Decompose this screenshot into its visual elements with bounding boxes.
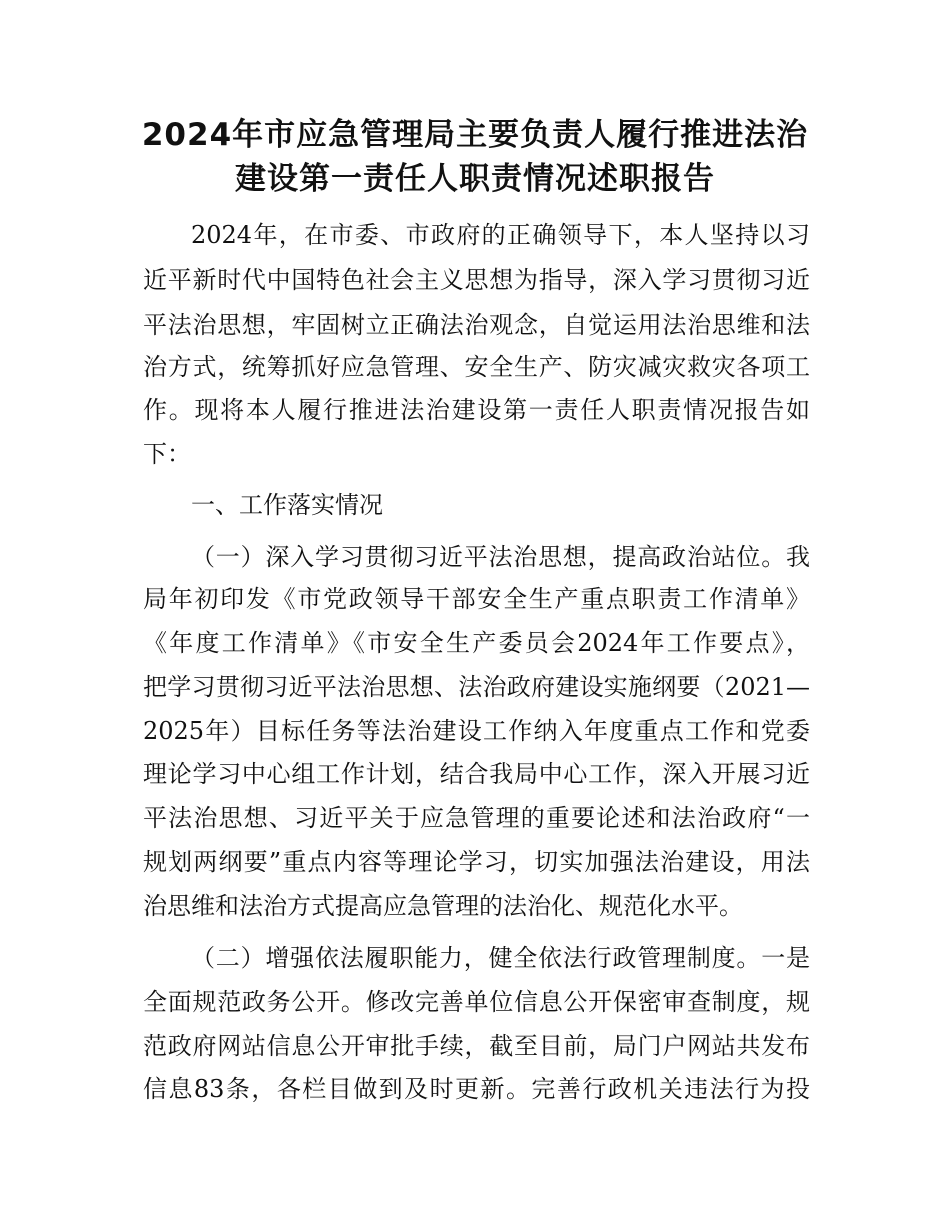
paragraph-line: 作。现将本人履行推进法治建设第一责任人职责情况报告如 <box>143 396 810 424</box>
paragraph-line: 治方式，统筹抓好应急管理、安全生产、防灾减灾救灾各项工 <box>143 353 810 381</box>
paragraph-line: 平法治思想，牢固树立正确法治观念，自觉运用法治思维和法 <box>143 311 810 339</box>
section-heading: 一、工作落实情况 <box>191 491 383 519</box>
paragraph-line: 《年度工作清单》《市安全生产委员会2024年工作要点》， <box>143 629 810 657</box>
paragraph-line: 治思维和法治方式提高应急管理的法治化、规范化水平。 <box>143 892 743 920</box>
document-title-line-2: 建设第一责任人职责情况述职报告 <box>235 161 715 197</box>
paragraph-line: 理论学习中心组工作计划，结合我局中心工作，深入开展习近 <box>143 760 810 788</box>
paragraph-line: （一）深入学习贯彻习近平法治思想，提高政治站位。我 <box>191 543 810 571</box>
paragraph-line: 规划两纲要”重点内容等理论学习，切实加强法治建设，用法 <box>143 848 810 876</box>
paragraph-line: 局年初印发《市党政领导干部安全生产重点职责工作清单》 <box>143 585 810 613</box>
paragraph-line: 范政府网站信息公开审批手续，截至目前，局门户网站共发布 <box>143 1032 810 1060</box>
paragraph-line: 把学习贯彻习近平法治思想、法治政府建设实施纲要（2021— <box>143 673 810 701</box>
paragraph-line: （二）增强依法履职能力，健全依法行政管理制度。一是 <box>191 944 810 972</box>
paragraph-line: 2024年，在市委、市政府的正确领导下，本人坚持以习 <box>191 221 810 249</box>
paragraph-line: 平法治思想、习近平关于应急管理的重要论述和法治政府“一 <box>143 804 810 832</box>
paragraph-line: 下： <box>143 440 191 468</box>
paragraph-line: 全面规范政务公开。修改完善单位信息公开保密审查制度，规 <box>143 988 810 1016</box>
paragraph-line: 近平新时代中国特色社会主义思想为指导，深入学习贯彻习近 <box>143 266 810 294</box>
paragraph-line: 信息83条，各栏目做到及时更新。完善行政机关违法行为投 <box>143 1075 810 1103</box>
paragraph-line: 2025年）目标任务等法治建设工作纳入年度重点工作和党委 <box>143 717 810 745</box>
document-title-line-1: 2024年市应急管理局主要负责人履行推进法治 <box>141 117 809 153</box>
